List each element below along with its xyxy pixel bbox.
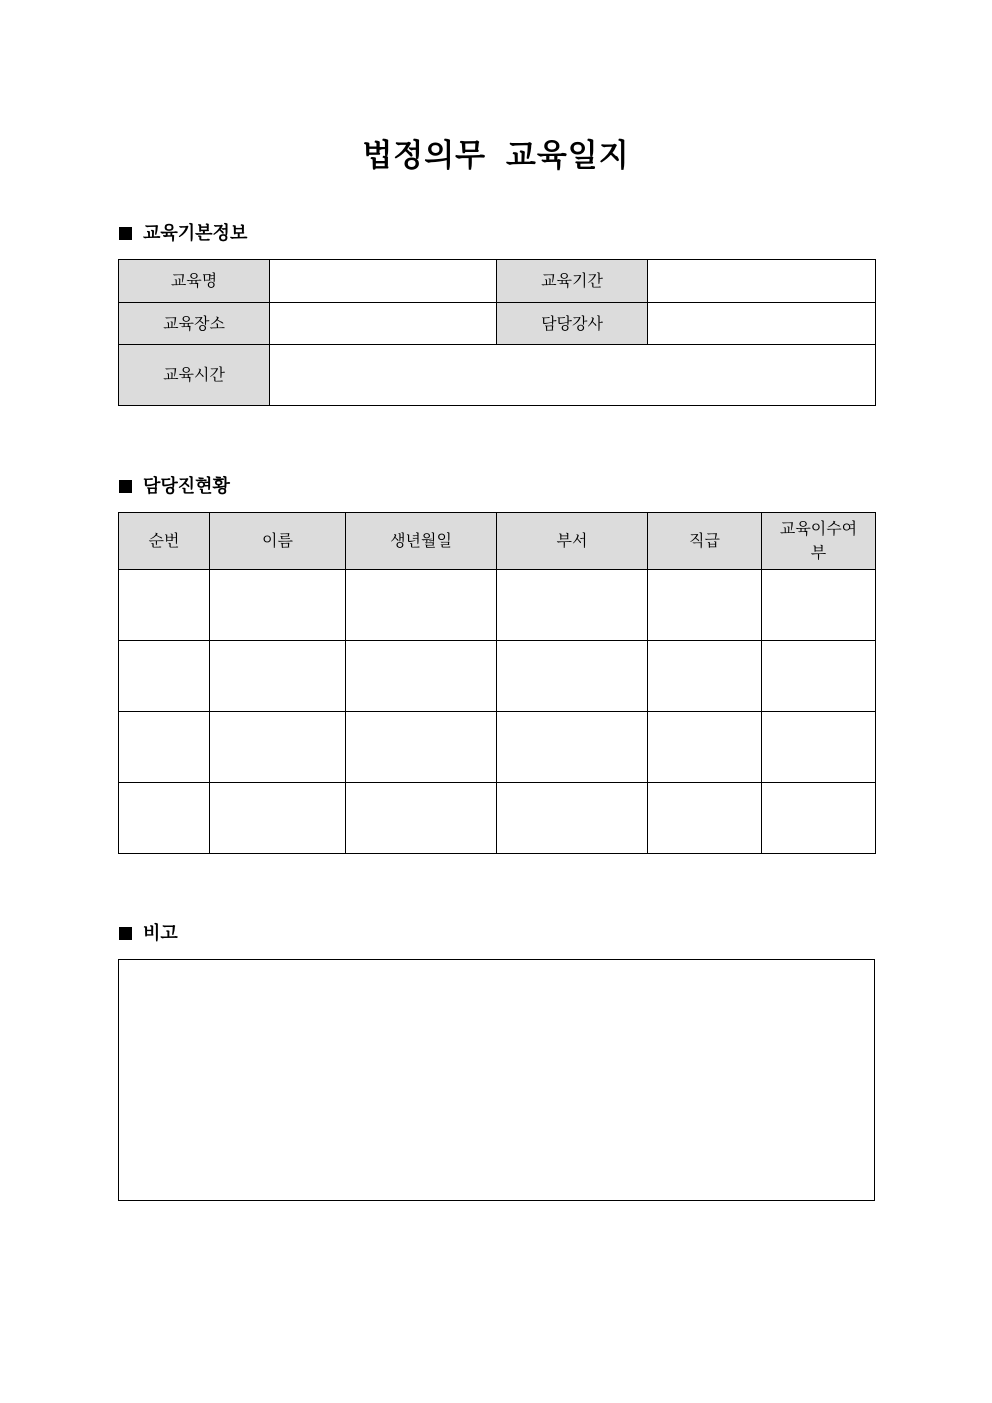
cell-rank[interactable] [648,570,762,641]
square-bullet-icon [119,480,132,493]
cell-birthdate[interactable] [346,783,497,854]
table-header-row [119,513,876,570]
course-name-label: 교육명 [119,260,270,303]
cell-name[interactable] [210,641,346,712]
cell-completion[interactable] [762,783,876,854]
cell-department[interactable] [497,570,648,641]
cell-number[interactable] [119,712,210,783]
cell-number[interactable] [119,641,210,712]
staff-status-heading [119,475,230,499]
course-location-label: 교육장소 [119,303,270,345]
column-header-completion: 교육이수여부 [762,513,876,570]
basic-info-heading [119,222,247,246]
cell-number[interactable] [119,783,210,854]
cell-birthdate[interactable] [346,570,497,641]
basic-info-heading-label: 교육기본정보 [143,223,248,244]
course-period-label: 교육기간 [497,260,648,303]
instructor-label: 담당강사 [497,303,648,345]
staff-status-heading-label: 담당진현황 [143,476,230,497]
column-header-birthdate: 생년월일 [346,513,497,570]
column-header-rank: 직급 [648,513,762,570]
column-header-department: 부서 [497,513,648,570]
cell-completion[interactable] [762,712,876,783]
page-title: 법정의무 교육일지 [362,138,630,174]
cell-birthdate[interactable] [346,641,497,712]
remarks-heading-label: 비고 [143,923,178,944]
course-time-field[interactable] [270,345,876,406]
cell-completion[interactable] [762,641,876,712]
basic-info-table [118,259,876,406]
table-row [119,260,876,303]
course-location-field[interactable] [270,303,497,345]
cell-department[interactable] [497,712,648,783]
table-row [119,303,876,345]
column-header-number: 순번 [119,513,210,570]
cell-completion[interactable] [762,570,876,641]
table-row [119,641,876,712]
staff-status-table [118,512,876,854]
remarks-heading [119,922,178,946]
table-row [119,712,876,783]
remarks-box[interactable] [118,959,875,1201]
cell-rank[interactable] [648,712,762,783]
cell-rank[interactable] [648,641,762,712]
cell-number[interactable] [119,570,210,641]
cell-department[interactable] [497,783,648,854]
course-time-label: 교육시간 [119,345,270,406]
course-period-field[interactable] [648,260,876,303]
table-row [119,783,876,854]
cell-name[interactable] [210,712,346,783]
cell-name[interactable] [210,783,346,854]
cell-birthdate[interactable] [346,712,497,783]
table-row [119,570,876,641]
course-name-field[interactable] [270,260,497,303]
square-bullet-icon [119,927,132,940]
column-header-name: 이름 [210,513,346,570]
cell-department[interactable] [497,641,648,712]
cell-name[interactable] [210,570,346,641]
table-row [119,345,876,406]
cell-rank[interactable] [648,783,762,854]
square-bullet-icon [119,227,132,240]
instructor-field[interactable] [648,303,876,345]
